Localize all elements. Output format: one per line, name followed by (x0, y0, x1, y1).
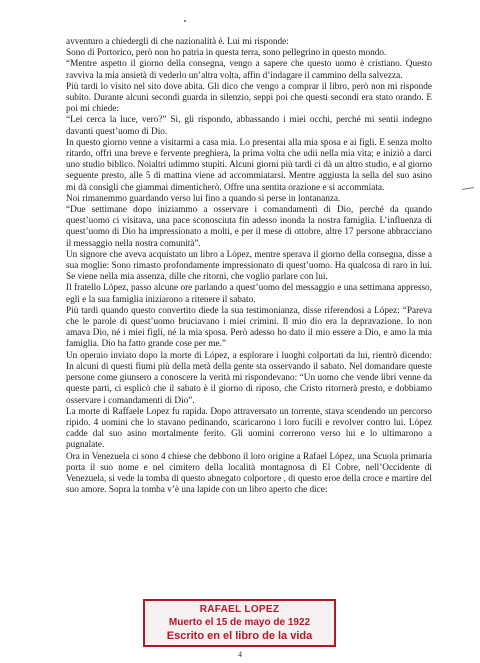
page-number: 4 (238, 650, 242, 659)
paragraph: Noi rimanemmo guardando verso lui fino a quando si perse in lontananza. (66, 193, 341, 204)
inscription-name: RAFAEL LOPEZ (199, 603, 280, 615)
paragraph: Sono di Portorico, però non ho patria in questa terra, sono pellegrino in questo mondo. (66, 48, 387, 59)
paragraph: avventuro a chiedergli di che nazionalità è. Lui mi risponde: (66, 37, 289, 47)
paragraph: In questo giorno venne a visitarmi a casa mia. Lo presentai alla mia sposa e ai figli. E senza molto ritardo, offrì una breve e fervente preghiera, la prima volta che udii nella mia vita; e iniziò a darci uno studio biblico. Noialtri udimmo stupiti. Alcuni giorni più tardi ci dà un altro studio, e al giorno seguente presto, alle 5 di mattina viene ad accommiatarsi. Mentre aggiusta la sella del suo asino mi dà consigli che giammai dimenticherò. Offre una sentita orazione e si accommiata. (66, 137, 432, 193)
tombstone-inscription-box (143, 599, 336, 647)
paragraph: Il fratello López, passo alcune ore parlando a quest’uomo del messaggio e una settimana appresso, egli e la sua famiglia iniziarono a ritenere il sabato. (66, 283, 432, 305)
paragraph: Ora in Venezuela ci sono 4 chiese che debbono il loro origine a Rafael López, una Scuola primaria porta il suo nome e nel cimitero della località montagnosa di El Cobre, nell’Occidente di Venezuela, si vede la tomba di questo abnegato colportore , di questo eroe della croce e martire del suo amore. Sopra la tomba v’è una lapide con un libro aperto che dice: (66, 451, 432, 496)
paragraph: “Due settimane dopo iniziammo a osservare i comandamenti di Dio, perché da quando quest’uomo ci visitava, una pace sconosciuta fin adesso inonda la nostra famiglia. L’influenza di quest’uomo di Dio ha impressionato a molti, e per il mese di ottobre, altre 17 persone abbracciano il messaggio nella nostra comunità”. (66, 205, 432, 249)
margin-mark (462, 187, 474, 190)
paragraph: La morte di Raffaele Lopez fu rapida. Dopo attraversato un torrente, stava scendendo un percorso ripido. 4 uomini che lo stavano pedinando, scaricarono i loro fucili e revolver contro lui. López cadde dal suo asino mortalmente ferito. Gli uomini correrono verso lui e lo ultimarono a pugnalate. (66, 406, 432, 451)
document-body (66, 37, 432, 496)
paragraph: Un operaio inviato dopo la morte di López, a esplorare i luoghi colportati da lui, rientrò dicendo: In alcuni di questi fiumi più della metà della gente sta osservando il sabato. Nel domandare queste persone come giunsero a conoscere la verità mi rispondevano: “Un uomo che vende libri venne da queste parti, ci esplicò che il sabato è il giorno di riposo, che Cristo ritornerà presto, e dobbiamo osservare i comandamenti di Dio”. (66, 350, 432, 406)
paragraph: Un signore che aveva acquistato un libro a López, mentre sperava il giorno della consegna, disse a sua moglie: Sono rimasto profondamente impressionato di quest’uomo. Ha qualcosa di raro in lui. Se viene nella mia assenza, dille che ritorni, che voglio parlare con lui. (66, 249, 432, 283)
paragraph: “Lei cerca la luce, vero?” Sì, gli rispondo, abbassando i miei occhi, perché mi sentii indegno davanti quest’uomo di Dio. (66, 115, 432, 137)
paragraph: “Mentre aspetto il giorno della consegna, vengo a sapere che questo uomo è cristiano. Questo ravviva la mia ansietà di vederlo un’altra volta, affin d’indagare il cammino della salvezza. (66, 59, 432, 81)
paragraph: Più tardi lo visito nel sito dove abita. Gli dico che vengo a comprar il libro, però non mi risponde subito. Durante alcuni secondi guarda in silenzio, seppi poi che questi secondi era stato orando. E poi mi chiede: (66, 81, 432, 115)
scan-mark (184, 20, 186, 22)
inscription-date: Muerto el 15 de mayo de 1922 (168, 616, 311, 628)
paragraph: Più tardi quando questo convertito diede la sua testimonianza, disse riferendosi a López: “Pareva che le parole di quest’uomo bruciavano i miei crimini. Il mio dio era la depravazione. Io non amava Dio, né i miei figli, né la mia sposa. Però adesso ho dato il mio essere a Dio, e amo la mia famiglia. Dio ha fatto grande cose per me.” (66, 305, 432, 350)
inscription-epitaph: Escrito en el libro de la vida (166, 629, 313, 642)
